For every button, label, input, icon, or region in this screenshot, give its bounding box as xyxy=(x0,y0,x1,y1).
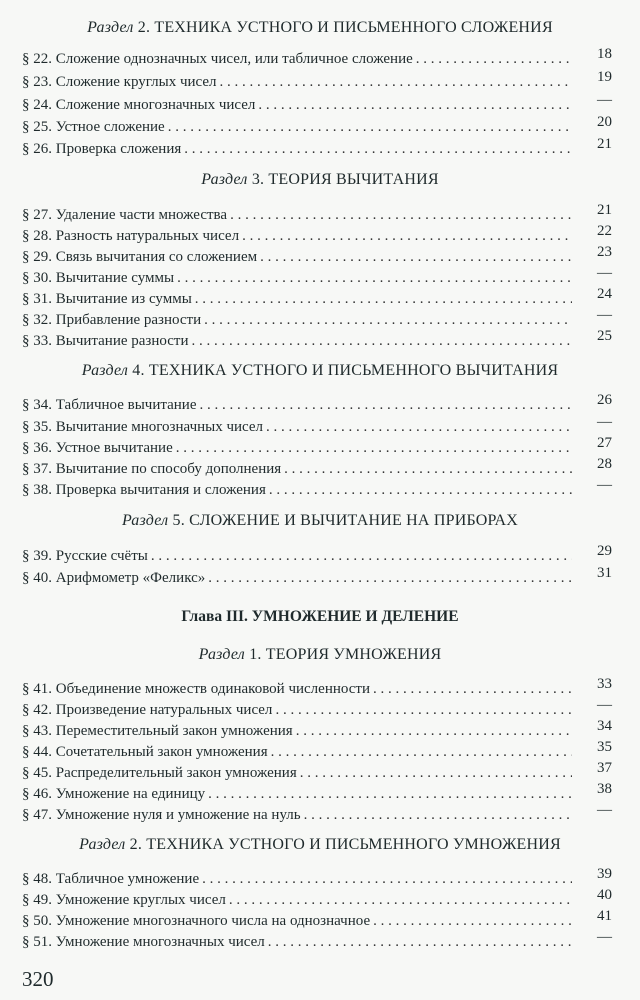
toc-entry[interactable]: § 22. Сложение однозначных чисел, или табличное сложение . . . 18 xyxy=(22,49,612,69)
toc-entry[interactable]: § 50. Умножение многозначного числа на однозначное . . . 41 xyxy=(22,911,612,931)
toc-entry[interactable]: § 29. Связь вычитания со сложением . . . 23 xyxy=(22,247,612,267)
section-heading: Раздел 2. ТЕХНИКА УСТНОГО И ПИСЬМЕННОГО УМНОЖЕНИЯ xyxy=(79,836,561,853)
toc-entry[interactable]: § 24. Сложение многозначных чисел . . . — xyxy=(22,95,612,115)
toc-entry[interactable]: § 46. Умножение на единицу . . . 38 xyxy=(22,784,612,804)
toc-entry[interactable]: § 40. Арифмометр «Феликс» . . . 31 xyxy=(22,568,612,588)
toc-entry[interactable]: § 47. Умножение нуля и умножение на нуль . . . — xyxy=(22,805,612,825)
section-heading: Раздел 2. ТЕХНИКА УСТНОГО И ПИСЬМЕННОГО СЛОЖЕНИЯ xyxy=(87,19,553,36)
toc-entry[interactable]: § 26. Проверка сложения . . . 21 xyxy=(22,139,612,159)
toc-entry[interactable]: § 45. Распределительный закон умножения . . . 37 xyxy=(22,763,612,783)
toc-entry[interactable]: § 42. Произведение натуральных чисел . . . — xyxy=(22,700,612,720)
toc-entry[interactable]: § 43. Переместительный закон умножения . . . 34 xyxy=(22,721,612,741)
toc-entry[interactable]: § 28. Разность натуральных чисел . . . 22 xyxy=(22,226,612,246)
toc-entry[interactable]: § 41. Объединение множеств одинаковой численности . . . 33 xyxy=(22,679,612,699)
toc-entry[interactable]: § 34. Табличное вычитание . . . 26 xyxy=(22,395,612,415)
toc-entry[interactable]: § 27. Удаление части множества . . . 21 xyxy=(22,205,612,225)
toc-entry[interactable]: § 31. Вычитание из суммы . . . 24 xyxy=(22,289,612,309)
section-heading: Раздел 5. СЛОЖЕНИЕ И ВЫЧИТАНИЕ НА ПРИБОРАХ xyxy=(121,512,519,529)
toc-entry[interactable]: § 38. Проверка вычитания и сложения . . . — xyxy=(22,480,612,500)
toc-entry[interactable]: § 44. Сочетательный закон умножения . . . 35 xyxy=(22,742,612,762)
section-heading: Раздел 1. ТЕОРИЯ УМНОЖЕНИЯ xyxy=(198,646,442,663)
toc-entry[interactable]: § 23. Сложение круглых чисел . . . 19 xyxy=(22,72,612,92)
toc-entry[interactable]: § 30. Вычитание суммы . . . — xyxy=(22,268,612,288)
toc-entry[interactable]: § 49. Умножение круглых чисел . . . 40 xyxy=(22,890,612,910)
toc-entry[interactable]: § 35. Вычитание многозначных чисел . . . — xyxy=(22,417,612,437)
toc-entry[interactable]: § 33. Вычитание разности . . . 25 xyxy=(22,331,612,351)
toc-entry[interactable]: § 48. Табличное умножение . . . 39 xyxy=(22,869,612,889)
toc-entry[interactable]: § 36. Устное вычитание . . . 27 xyxy=(22,438,612,458)
chapter-heading: Глава III. УМНОЖЕНИЕ И ДЕЛЕНИЕ xyxy=(181,608,459,625)
toc-entry[interactable]: § 25. Устное сложение . . . 20 xyxy=(22,117,612,137)
toc-entry[interactable]: § 39. Русские счёты . . . 29 xyxy=(22,546,612,566)
toc-entry[interactable]: § 37. Вычитание по способу дополнения . . . 28 xyxy=(22,459,612,479)
section-heading: Раздел 3. ТЕОРИЯ ВЫЧИТАНИЯ xyxy=(201,171,439,188)
toc-entry[interactable]: § 32. Прибавление разности . . . — xyxy=(22,310,612,330)
section-heading: Раздел 4. ТЕХНИКА УСТНОГО И ПИСЬМЕННОГО ВЫЧИТАНИЯ xyxy=(81,362,559,379)
page-number: 320 xyxy=(22,967,54,991)
toc-entry[interactable]: § 51. Умножение многозначных чисел . . . — xyxy=(22,932,612,952)
